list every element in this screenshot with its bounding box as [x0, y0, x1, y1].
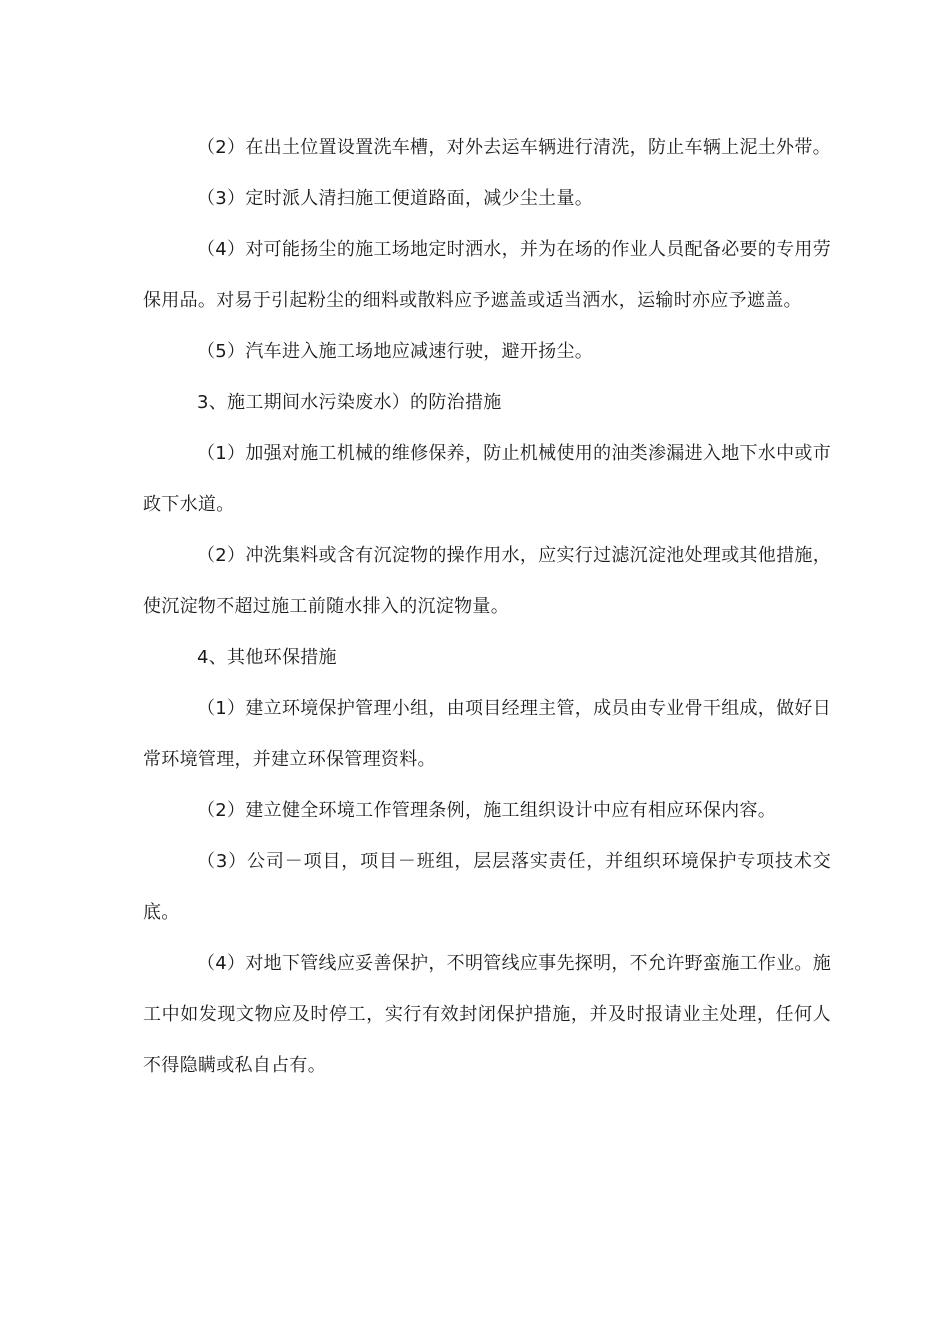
- paragraph-dust-vehicles: （5）汽车进入施工场地应减速行驶，避开扬尘。: [197, 341, 594, 362]
- paragraph-dust-wash: （2）在出土位置设置洗车槽，对外去运车辆进行清洗，防止车辆上泥土外带。: [197, 137, 831, 158]
- paragraph-other-responsibility: （3）公司－项目，项目－班组，层层落实责任，并组织环境保护专项技术交底。: [143, 851, 831, 923]
- paragraph-other-team: （1）建立环境保护管理小组，由项目经理主管，成员由专业骨干组成，做好日常环境管理，并建立环保管理资料。: [143, 698, 831, 770]
- section-heading-water-pollution: 3、施工期间水污染废水）的防治措施: [197, 392, 502, 413]
- document-body: [143, 122, 831, 1091]
- paragraph-other-pipelines: （4）对地下管线应妥善保护，不明管线应事先探明，不允许野蛮施工作业。施工中如发现文物应及时停工，实行有效封闭保护措施，并及时报请业主处理，任何人不得隐瞒或私自占有。: [143, 953, 831, 1076]
- paragraph-dust-sweep: （3）定时派人清扫施工便道路面，减少尘土量。: [197, 188, 594, 209]
- paragraph-other-regulations: （2）建立健全环境工作管理条例，施工组织设计中应有相应环保内容。: [197, 800, 777, 821]
- paragraph-water-sediment: （2）冲洗集料或含有沉淀物的操作用水，应实行过滤沉淀池处理或其他措施，使沉淀物不超过施工前随水排入的沉淀物量。: [143, 545, 831, 617]
- paragraph-water-maintenance: （1）加强对施工机械的维修保养，防止机械使用的油类渗漏进入地下水中或市政下水道。: [143, 443, 831, 515]
- section-heading-other-measures: 4、其他环保措施: [197, 647, 337, 668]
- paragraph-dust-sprinkle: （4）对可能扬尘的施工场地定时洒水，并为在场的作业人员配备必要的专用劳保用品。对易于引起粉尘的细料或散料应予遮盖或适当洒水，运输时亦应予遮盖。: [143, 239, 831, 311]
